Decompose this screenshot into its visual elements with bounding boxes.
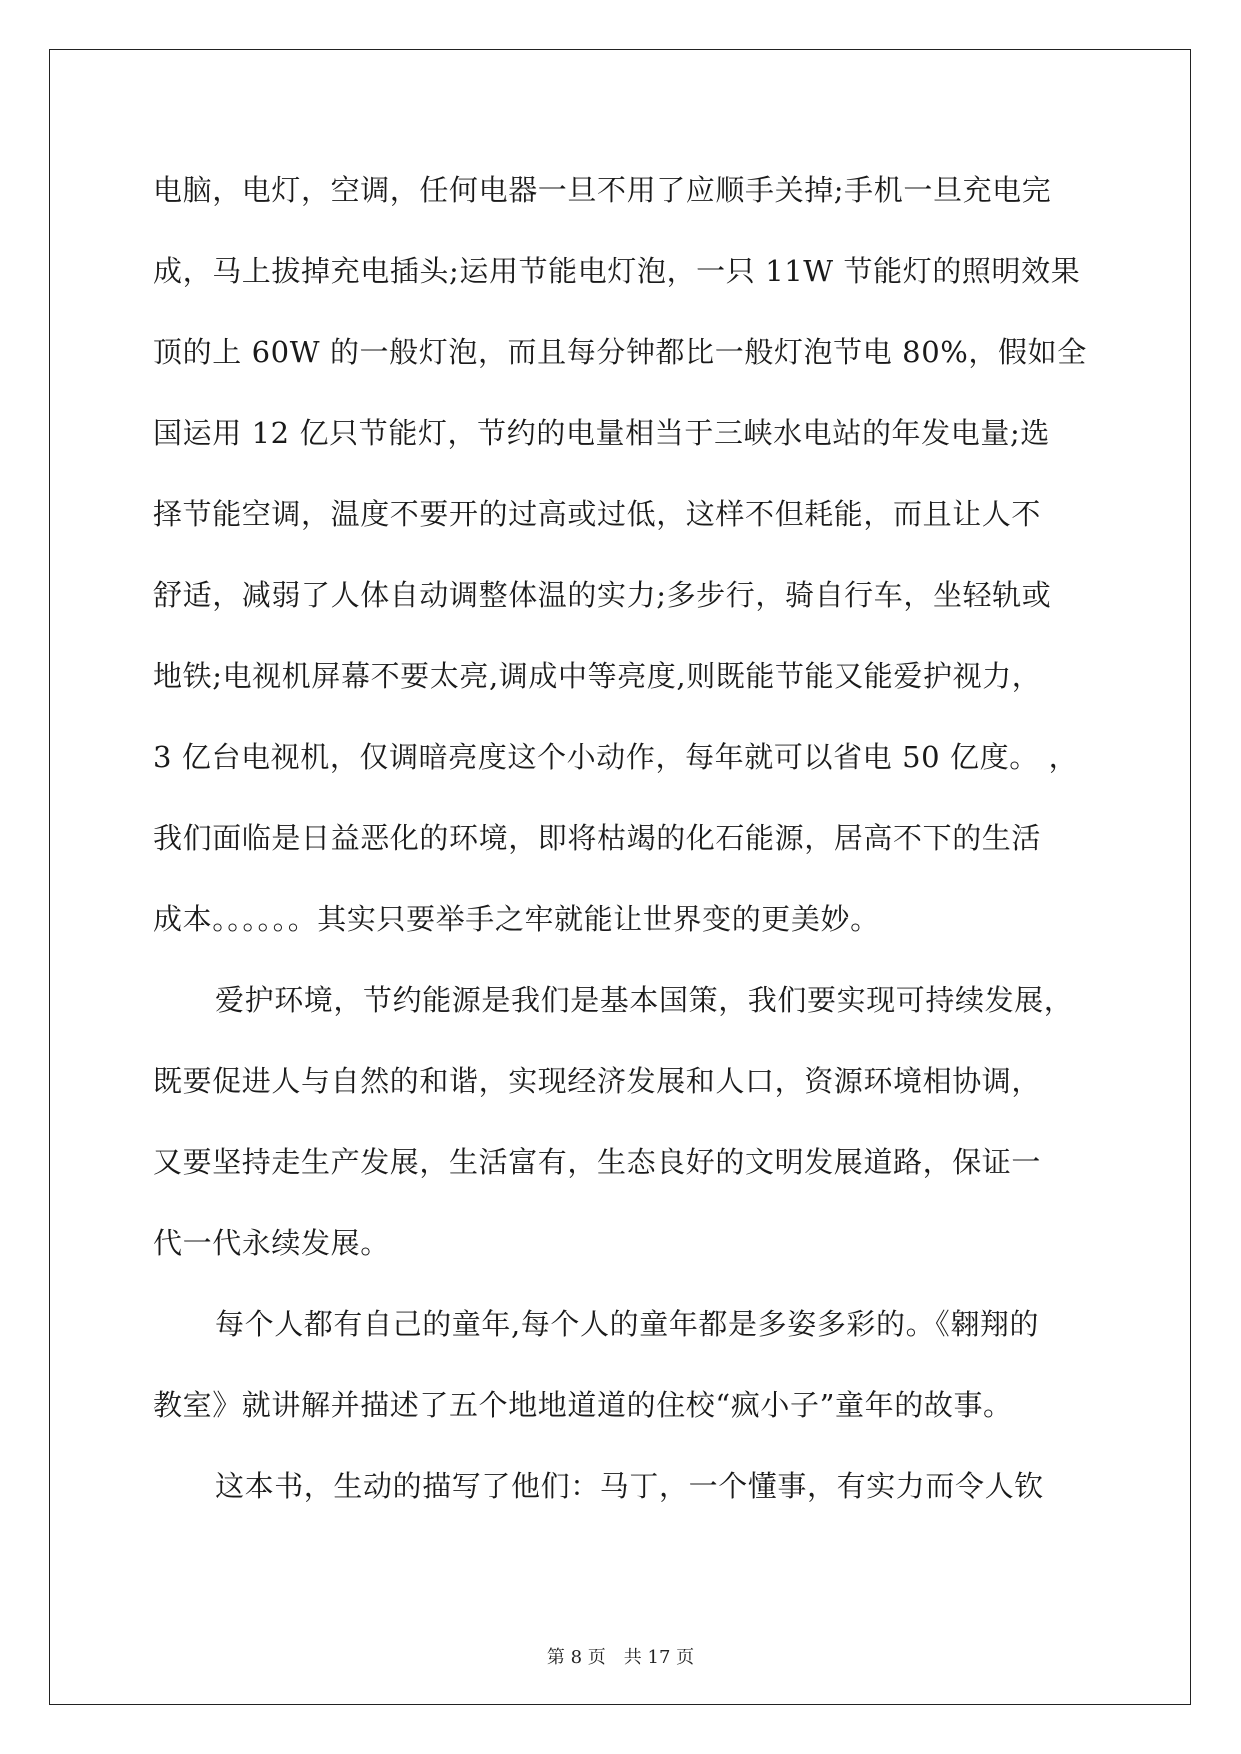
text-line: 国运用 12 亿只节能灯，节约的电量相当于三峡水电站的年发电量;选 xyxy=(153,416,1050,450)
text-line: 既要促进人与自然的和谐，实现经济发展和人口，资源环境相协调， xyxy=(153,1064,1042,1098)
text-line: 我们面临是日益恶化的环境，即将枯竭的化石能源，居高不下的生活 xyxy=(153,821,1042,855)
text-line: 成，马上拔掉充电插头;运用节能电灯泡，一只 11W 节能灯的照明效果 xyxy=(153,254,1081,288)
text-line: 又要坚持走生产发展，生活富有，生态良好的文明发展道路，保证一 xyxy=(153,1145,1042,1179)
text-line: 3 亿台电视机，仅调暗亮度这个小动作，每年就可以省电 50 亿度。 ， xyxy=(153,740,1079,774)
paragraph-first-line: 爱护环境，节约能源是我们是基本国策，我们要实现可持续发展， xyxy=(215,983,1074,1017)
page-total: 共 17 页 xyxy=(623,1647,695,1668)
text-line: 顶的上 60W 的一般灯泡，而且每分钟都比一般灯泡节电 80%，假如全 xyxy=(153,335,1087,369)
document-body xyxy=(153,160,1088,1537)
text-line: 教室》就讲解并描述了五个地地道道的住校“疯小子”童年的故事。 xyxy=(153,1388,1013,1422)
text-line: 择节能空调，温度不要开的过高或过低，这样不但耗能，而且让人不 xyxy=(153,497,1042,531)
text-line: 电脑，电灯，空调，任何电器一旦不用了应顺手关掉;手机一旦充电完 xyxy=(153,173,1052,207)
paragraph-first-line: 每个人都有自己的童年,每个人的童年都是多姿多彩的。《翱翔的 xyxy=(215,1307,1040,1341)
page-number: 第 8 页 xyxy=(546,1647,606,1668)
text-line: 舒适，减弱了人体自动调整体温的实力;多步行，骑自行车，坐轻轨或 xyxy=(153,578,1052,612)
paragraph-first-line: 这本书，生动的描写了他们：马丁，一个懂事，有实力而令人钦 xyxy=(215,1469,1044,1503)
text-line: 地铁;电视机屏幕不要太亮,调成中等亮度,则既能节能又能爱护视力， xyxy=(153,659,1042,693)
text-line: 代一代永续发展。 xyxy=(153,1226,390,1260)
page-footer xyxy=(0,1643,1241,1669)
text-line: 成本。。。。。。其实只要举手之牢就能让世界变的更美妙。 xyxy=(153,902,880,936)
